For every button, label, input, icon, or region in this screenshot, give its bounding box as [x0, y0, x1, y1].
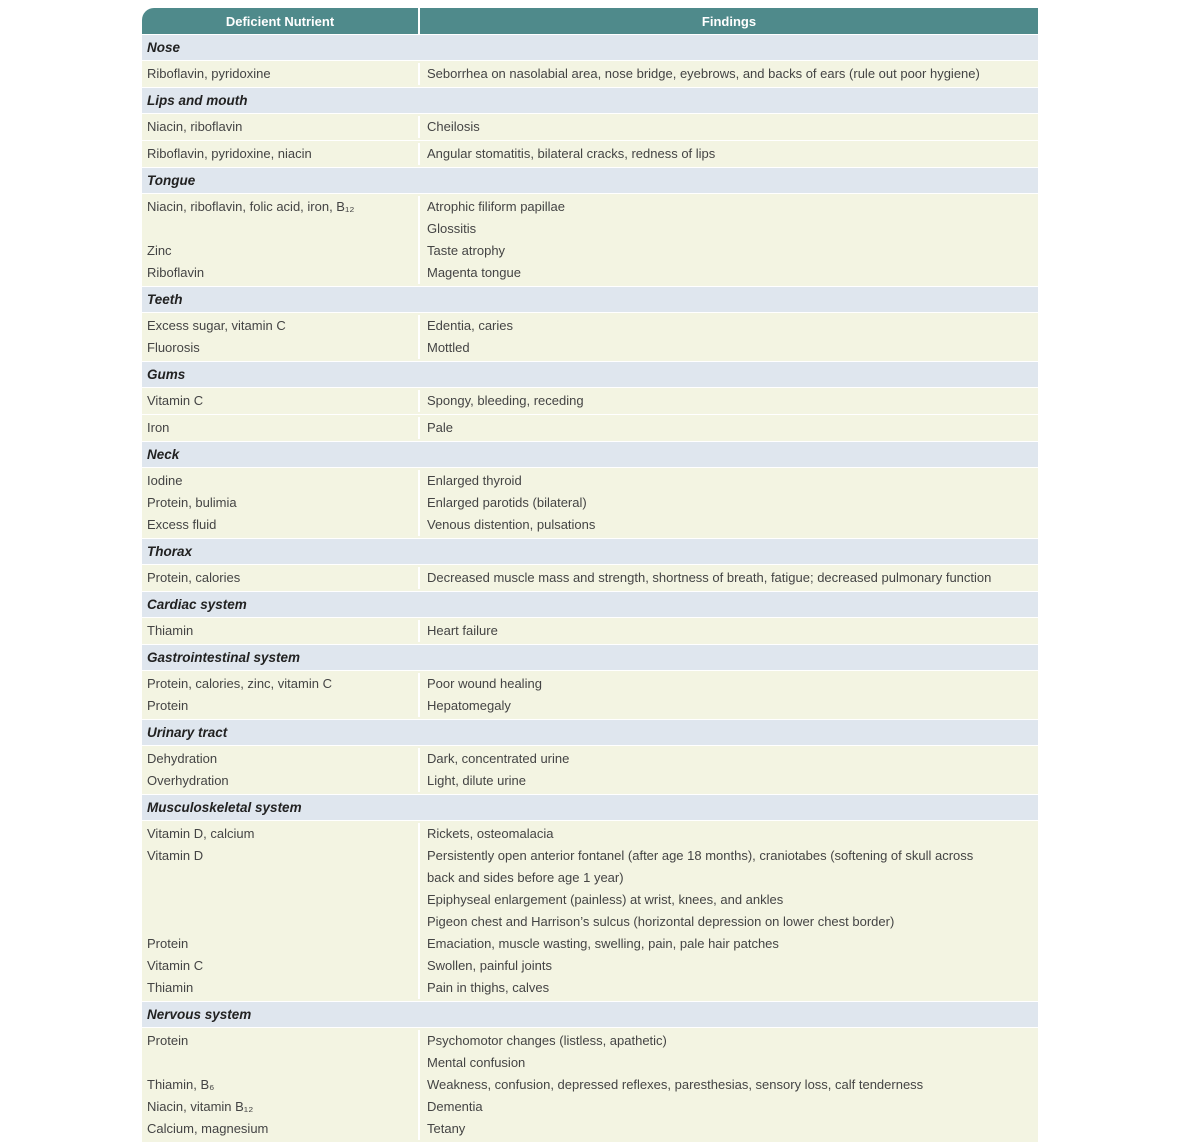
finding-text: Taste atrophy [427, 243, 506, 258]
finding-text: Enlarged parotids (bilateral) [427, 495, 587, 510]
nutrient-cell [142, 620, 420, 642]
nutrient-text [147, 889, 418, 911]
table-row [142, 312, 1038, 361]
finding-text: Persistently open anterior fontanel (after age 18 months), craniotabes (softening of skull across [427, 848, 974, 863]
section-header: Thorax [142, 538, 1038, 564]
nutrient-text: Protein, calories, zinc, vitamin C [147, 676, 332, 691]
section-header: Gastrointestinal system [142, 644, 1038, 670]
findings-cell [420, 673, 1038, 717]
table-row [142, 193, 1038, 286]
findings-cell [420, 748, 1038, 792]
section-header: Teeth [142, 286, 1038, 312]
nutrient-text: Excess sugar, vitamin C [147, 318, 286, 333]
nutrient-text: Vitamin D, calcium [147, 826, 255, 841]
nutrient-text [147, 218, 418, 240]
nutrient-text: Dehydration [147, 751, 218, 766]
table-header [142, 8, 1038, 34]
table-body [142, 34, 1038, 1142]
nutrient-cell [142, 748, 420, 792]
table-row [142, 414, 1038, 441]
finding-text: Rickets, osteomalacia [427, 826, 554, 841]
nutrient-text: Thiamin, B₆ [147, 1077, 215, 1092]
nutrient-text: Fluorosis [147, 340, 200, 355]
nutrient-text: Iron [147, 420, 170, 435]
finding-text: Venous distention, pulsations [427, 517, 596, 532]
nutrient-text: Protein [147, 1033, 189, 1048]
finding-text: Mottled [427, 340, 470, 355]
nutrient-cell [142, 390, 420, 412]
finding-text: Tetany [427, 1121, 466, 1136]
nutrient-text: Vitamin C [147, 958, 204, 973]
findings-cell [420, 567, 1038, 589]
nutrient-cell [142, 1030, 420, 1140]
nutrient-text: Vitamin D [147, 848, 204, 863]
section-header: Nervous system [142, 1001, 1038, 1027]
nutrient-text: Protein [147, 698, 189, 713]
column-header-findings: Findings [701, 13, 757, 29]
finding-text: back and sides before age 1 year) [427, 870, 624, 885]
section-header: Tongue [142, 167, 1038, 193]
nutrient-text: Overhydration [147, 773, 229, 788]
section-header: Gums [142, 361, 1038, 387]
finding-text: Angular stomatitis, bilateral cracks, redness of lips [427, 146, 716, 161]
nutrient-text: Thiamin [147, 980, 194, 995]
nutrient-cell [142, 417, 420, 439]
finding-text: Enlarged thyroid [427, 473, 522, 488]
finding-text: Swollen, painful joints [427, 958, 553, 973]
findings-cell [420, 315, 1038, 359]
table-row [142, 467, 1038, 538]
nutrient-text: Protein [147, 936, 189, 951]
table-row [142, 617, 1038, 644]
finding-text: Pigeon chest and Harrison’s sulcus (horizontal depression on lower chest border) [427, 914, 895, 929]
finding-text: Hepatomegaly [427, 698, 511, 713]
finding-text: Seborrhea on nasolabial area, nose bridge, eyebrows, and backs of ears (rule out poor hygiene) [427, 66, 980, 81]
findings-cell [420, 823, 1038, 999]
nutrient-cell [142, 823, 420, 999]
finding-text: Magenta tongue [427, 265, 521, 280]
findings-cell [420, 417, 1038, 439]
nutrient-text: Niacin, riboflavin, folic acid, iron, B₁₂ [147, 199, 355, 214]
finding-text: Edentia, caries [427, 318, 513, 333]
findings-cell [420, 143, 1038, 165]
findings-cell [420, 196, 1038, 284]
nutrient-cell [142, 567, 420, 589]
table-row [142, 670, 1038, 719]
section-header: Urinary tract [142, 719, 1038, 745]
table-row [142, 820, 1038, 1001]
nutrient-cell [142, 63, 420, 85]
nutrient-cell [142, 315, 420, 359]
nutrient-text: Protein, bulimia [147, 495, 237, 510]
table-row [142, 60, 1038, 87]
nutrient-text: Calcium, magnesium [147, 1121, 269, 1136]
section-header: Musculoskeletal system [142, 794, 1038, 820]
findings-cell [420, 1030, 1038, 1140]
section-header: Neck [142, 441, 1038, 467]
nutrient-text: Riboflavin, pyridoxine, niacin [147, 146, 312, 161]
findings-cell [420, 63, 1038, 85]
findings-cell [420, 116, 1038, 138]
nutrient-text: Zinc [147, 243, 172, 258]
finding-text: Decreased muscle mass and strength, shortness of breath, fatigue; decreased pulmonary function [427, 570, 992, 585]
finding-text: Light, dilute urine [427, 773, 527, 788]
findings-cell [420, 470, 1038, 536]
table-row [142, 387, 1038, 414]
nutrient-cell [142, 470, 420, 536]
nutrient-text: Niacin, riboflavin [147, 119, 243, 134]
nutrient-text [147, 1052, 418, 1074]
nutrient-text [147, 867, 418, 889]
finding-text: Emaciation, muscle wasting, swelling, pain, pale hair patches [427, 936, 779, 951]
findings-cell [420, 620, 1038, 642]
table-row [142, 564, 1038, 591]
nutrient-text [147, 911, 418, 933]
column-header-deficient-nutrient: Deficient Nutrient [142, 8, 420, 34]
nutrition-findings-table [142, 8, 1038, 1142]
section-header: Lips and mouth [142, 87, 1038, 113]
finding-text: Pain in thighs, calves [427, 980, 550, 995]
nutrient-text: Riboflavin, pyridoxine [147, 66, 271, 81]
table-row [142, 140, 1038, 167]
finding-text: Weakness, confusion, depressed reflexes, paresthesias, sensory loss, calf tenderness [427, 1077, 924, 1092]
table-row [142, 113, 1038, 140]
section-header: Nose [142, 34, 1038, 60]
finding-text: Pale [427, 420, 454, 435]
nutrient-text: Thiamin [147, 623, 194, 638]
nutrient-cell [142, 143, 420, 165]
finding-text: Mental confusion [427, 1055, 526, 1070]
nutrient-cell [142, 673, 420, 717]
nutrient-cell [142, 196, 420, 284]
nutrient-text: Niacin, vitamin B₁₂ [147, 1099, 254, 1114]
finding-text: Psychomotor changes (listless, apathetic) [427, 1033, 667, 1048]
finding-text: Dark, concentrated urine [427, 751, 570, 766]
finding-text: Atrophic filiform papillae [427, 199, 566, 214]
finding-text: Spongy, bleeding, receding [427, 393, 584, 408]
finding-text: Glossitis [427, 221, 477, 236]
finding-text: Epiphyseal enlargement (painless) at wrist, knees, and ankles [427, 892, 784, 907]
nutrient-text: Protein, calories [147, 570, 241, 585]
table-row [142, 1027, 1038, 1142]
nutrient-text: Vitamin C [147, 393, 204, 408]
nutrient-text: Excess fluid [147, 517, 217, 532]
nutrient-text: Iodine [147, 473, 183, 488]
section-header: Cardiac system [142, 591, 1038, 617]
nutrient-text: Riboflavin [147, 265, 205, 280]
finding-text: Cheilosis [427, 119, 480, 134]
nutrient-cell [142, 116, 420, 138]
finding-text: Poor wound healing [427, 676, 542, 691]
table-row [142, 745, 1038, 794]
findings-cell [420, 390, 1038, 412]
finding-text: Heart failure [427, 623, 498, 638]
finding-text: Dementia [427, 1099, 483, 1114]
